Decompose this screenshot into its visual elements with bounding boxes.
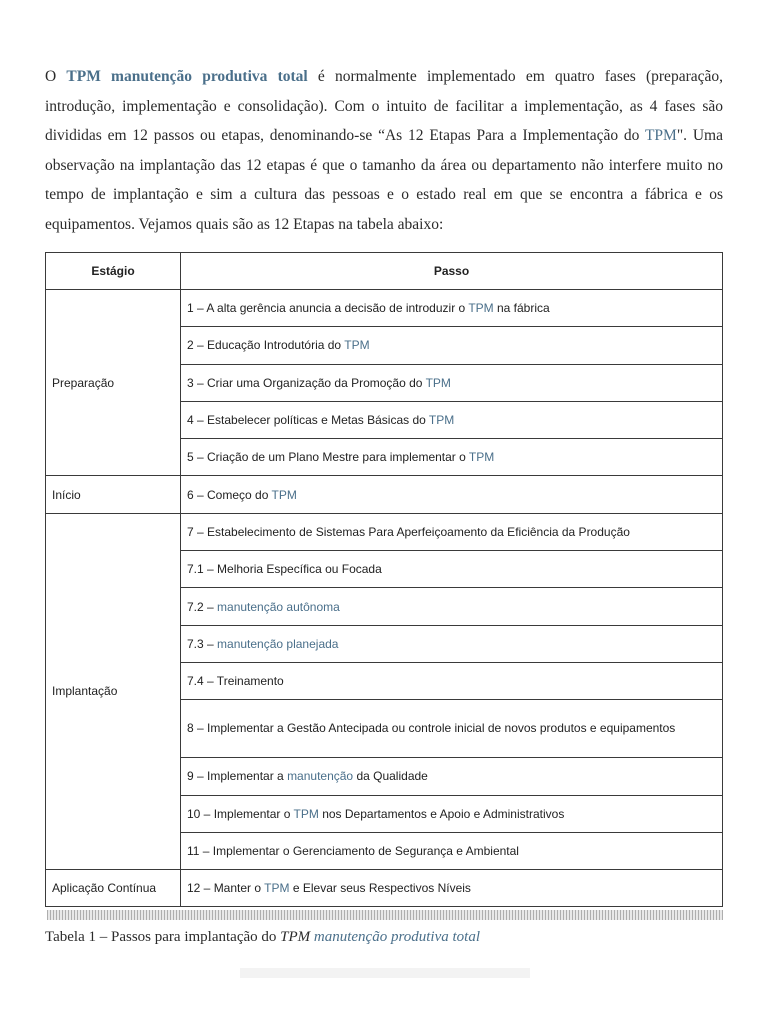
step-link[interactable]: TPM bbox=[271, 487, 297, 502]
faint-footer-shade bbox=[240, 968, 530, 978]
step-link[interactable]: manutenção autônoma bbox=[217, 599, 340, 614]
step-link[interactable]: TPM bbox=[264, 881, 290, 896]
step-text: 7.2 – bbox=[187, 599, 218, 614]
step-cell bbox=[181, 588, 723, 625]
step-link[interactable]: TPM bbox=[468, 301, 494, 316]
step-link[interactable]: TPM bbox=[428, 413, 455, 428]
header-stage: Estágio bbox=[46, 253, 181, 290]
stage-aplicacao: Aplicação Contínua bbox=[46, 870, 181, 907]
step-cell bbox=[181, 662, 723, 699]
step-text-end: nos Departamentos e Apoio e Administrativos bbox=[318, 806, 565, 821]
step-cell bbox=[181, 795, 723, 832]
step-cell bbox=[181, 476, 723, 513]
step-text: 7.4 – Treinamento bbox=[187, 674, 284, 689]
step-cell bbox=[181, 513, 723, 550]
header-step: Passo bbox=[181, 253, 723, 290]
step-link[interactable]: TPM bbox=[425, 375, 451, 390]
step-cell bbox=[181, 364, 723, 401]
table-header-row bbox=[46, 253, 723, 290]
step-cell bbox=[181, 439, 723, 476]
tpm-link[interactable]: TPM bbox=[644, 127, 677, 145]
step-cell bbox=[181, 758, 723, 795]
step-text: 10 – Implementar o bbox=[187, 806, 294, 821]
stage-preparacao: Preparação bbox=[46, 290, 181, 476]
step-text: 7.1 – Melhoria Específica ou Focada bbox=[187, 562, 382, 577]
step-text-end: e Elevar seus Respectivos Níveis bbox=[289, 881, 471, 896]
table-row bbox=[46, 870, 723, 907]
stage-inicio: Início bbox=[46, 476, 181, 513]
step-text-end: da Qualidade bbox=[353, 769, 428, 784]
step-text: 3 – Criar uma Organização da Promoção do bbox=[187, 375, 426, 390]
step-cell bbox=[181, 401, 723, 438]
step-cell bbox=[181, 551, 723, 588]
table-row bbox=[46, 290, 723, 327]
stage-implantacao: Implantação bbox=[46, 513, 181, 869]
table-row bbox=[46, 513, 723, 550]
caption-link[interactable]: manutenção produtiva total bbox=[313, 929, 480, 945]
table-shadow-divider bbox=[47, 910, 723, 920]
step-text: 8 – Implementar a Gestão Antecipada ou controle inicial de novos produtos e equipamentos bbox=[187, 721, 676, 736]
caption-tpm: TPM bbox=[280, 929, 311, 945]
caption-prefix: Tabela 1 – Passos para implantação do bbox=[45, 929, 281, 945]
intro-paragraph bbox=[45, 62, 723, 240]
step-link[interactable]: TPM bbox=[293, 806, 319, 821]
step-cell bbox=[181, 700, 723, 758]
step-text: 2 – Educação Introdutória do bbox=[187, 338, 345, 353]
intro-text-1: O bbox=[45, 68, 67, 85]
step-text: 11 – Implementar o Gerenciamento de Segurança e Ambiental bbox=[187, 844, 519, 858]
step-cell bbox=[181, 832, 723, 869]
intro-text-2: é normalmente implementado em quatro fases (preparação, introdução, implementação e consolidação). Com o intuito de facilitar a implementação, as 4 fases são divididas em 12 passos ou etapas, denominando-se “As 12 Etapas Para a Implementação do bbox=[45, 68, 723, 145]
step-cell bbox=[181, 625, 723, 662]
step-text: 4 – Estabelecer políticas e Metas Básicas do bbox=[187, 413, 429, 428]
step-text-end: na fábrica bbox=[493, 301, 550, 316]
table-caption bbox=[45, 929, 480, 946]
step-text: 6 – Começo do bbox=[187, 487, 272, 502]
table-row bbox=[46, 476, 723, 513]
step-text: 9 – Implementar a bbox=[187, 769, 288, 784]
step-text: 7.3 – bbox=[187, 636, 218, 651]
step-cell bbox=[181, 327, 723, 364]
step-link[interactable]: manutenção planejada bbox=[217, 636, 339, 651]
intro-text-3: ". Uma observação na implantação das 12 etapas é que o tamanho da área ou departamento não interfere muito no tempo de implantação e sim a cultura das pessoas e o estado real em que se encontra a fábrica e os equipamentos. Vejamos quais são as 12 Etapas na tabela abaixo: bbox=[45, 127, 723, 233]
step-text: 1 – A alta gerência anuncia a decisão de introduzir o bbox=[187, 301, 469, 316]
step-text: 12 – Manter o bbox=[187, 881, 265, 896]
tpm-total-link[interactable]: TPM manutenção produtiva total bbox=[66, 68, 308, 85]
step-text: 5 – Criação de um Plano Mestre para implementar o bbox=[187, 450, 469, 465]
step-cell bbox=[181, 870, 723, 907]
step-cell bbox=[181, 290, 723, 327]
step-link[interactable]: manutenção bbox=[287, 769, 354, 784]
steps-table bbox=[45, 252, 723, 907]
step-link[interactable]: TPM bbox=[344, 338, 370, 353]
step-text: 7 – Estabelecimento de Sistemas Para Aperfeiçoamento da Eficiência da Produção bbox=[187, 524, 630, 539]
step-link[interactable]: TPM bbox=[468, 450, 495, 465]
